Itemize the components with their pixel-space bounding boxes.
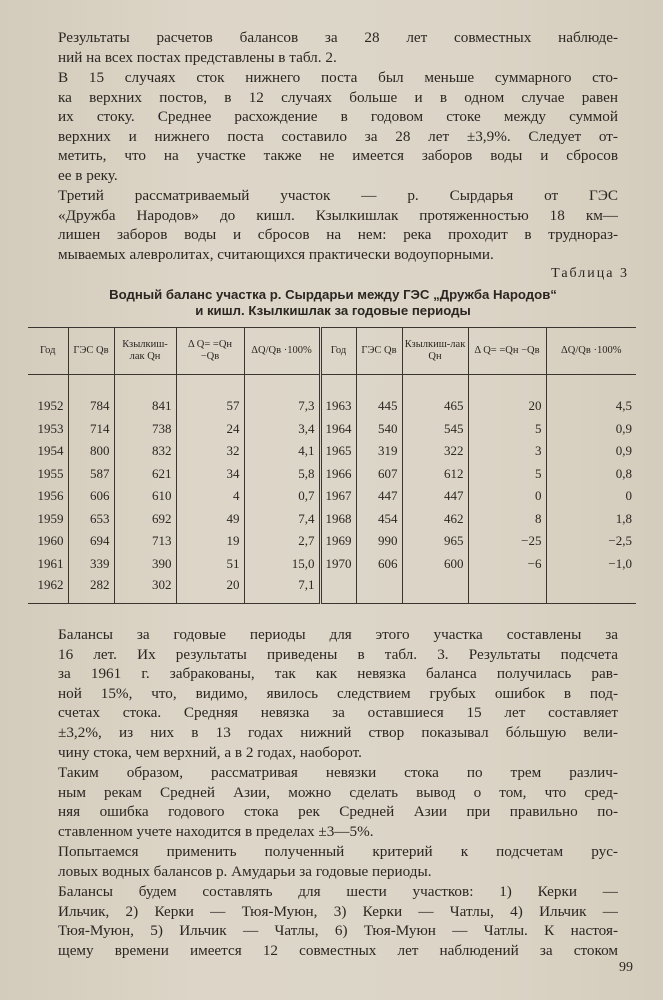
table-cell: 0,9	[546, 440, 636, 463]
text-line: Попытаемся применить полученный критерий к подсчетам рус-	[58, 843, 618, 860]
table-cell: 51	[176, 553, 244, 576]
table-cell: 965	[402, 530, 468, 553]
table-cell: 447	[402, 485, 468, 508]
table-header-row	[28, 328, 636, 375]
table-cell: 713	[114, 530, 176, 553]
table-cell: 5	[468, 418, 546, 441]
text-line: ной 15%, что, видимо, явилось следствием грубых ошибок в под-	[58, 684, 618, 702]
column-header: Δ Q= =Qн −Qв	[176, 328, 244, 375]
table-row	[28, 440, 636, 463]
column-header: Δ Q= =Qн −Qв	[468, 328, 546, 375]
table-cell: 32	[176, 440, 244, 463]
paragraph-7	[58, 882, 618, 960]
table-cell: 1965	[320, 440, 356, 463]
table-cell: 339	[68, 553, 114, 576]
table-cell: 1956	[37, 488, 64, 504]
paragraph-6	[58, 842, 618, 881]
text-line: ±3,2%, из них в 13 годах нижний створ показывал бóльшую вели-	[58, 723, 618, 741]
text-line: ка верхних постов, в 12 случаях больше и в одном случае равен	[58, 88, 618, 106]
table-cell: −1,0	[546, 553, 636, 576]
table-cell: 841	[114, 395, 176, 418]
table-cell: 1955	[37, 465, 64, 481]
table-cell: 545	[402, 418, 468, 441]
spacer-cell	[244, 375, 320, 396]
water-balance-table	[28, 327, 636, 604]
column-header: Кзылкиш-лак Qн	[114, 328, 176, 375]
spacer-cell	[320, 375, 356, 396]
table-row	[28, 418, 636, 441]
table-row	[28, 553, 636, 576]
table-cell: 5,8	[244, 463, 320, 486]
table-cell: 20	[468, 395, 546, 418]
table-cell: 1966	[320, 463, 356, 486]
table-caption	[28, 287, 638, 319]
table-cell: 694	[68, 530, 114, 553]
text-line: чину стока, чем верхний, а в 2 годах, наоборот.	[58, 743, 362, 761]
table-cell: 1963	[320, 395, 356, 418]
table-cell: 462	[402, 508, 468, 531]
table-cell: 1967	[320, 485, 356, 508]
spacer-cell	[28, 375, 68, 396]
text-line: Результаты расчетов балансов за 28 лет совместных наблюде-	[58, 29, 618, 46]
table-cell: 612	[402, 463, 468, 486]
table-row	[28, 395, 636, 418]
text-line: Балансы будем составлять для шести участков: 1) Керки —	[58, 883, 618, 900]
table-cell: 621	[114, 463, 176, 486]
table-cell: 1969	[320, 530, 356, 553]
text-line: Третий рассматриваемый участок — р. Сырдарья от ГЭС	[58, 187, 618, 204]
column-header: Кзылкиш-лак Qн	[402, 328, 468, 375]
table-cell: 1954	[37, 443, 64, 459]
table-cell: 1961	[37, 555, 64, 571]
table-cell: 738	[114, 418, 176, 441]
table-cell: 49	[176, 508, 244, 531]
table-cell: 1,8	[546, 508, 636, 531]
text-line: Ильчик, 2) Керки — Тюя-Муюн, 3) Керки — Чатлы, 4) Ильчик —	[58, 902, 618, 920]
text-line: Тюя-Муюн, 5) Ильчик — Чатлы, 6) Тюя-Муюн — Чатлы. К настоя-	[58, 922, 618, 940]
table-cell	[320, 575, 356, 604]
table-cell	[546, 575, 636, 604]
text-line: метить, что на участке также не имеется заборов воды и сбросов	[58, 147, 618, 165]
table-cell	[356, 575, 402, 604]
table-cell: 7,1	[244, 575, 320, 604]
text-line: Балансы за годовые периоды для этого участка составлены за	[58, 626, 618, 643]
text-line: няя ошибка годового стока рек Средней Азии при правильно по-	[58, 803, 618, 821]
spacer-cell	[546, 375, 636, 396]
table-cell: −25	[468, 530, 546, 553]
table-cell: 653	[68, 508, 114, 531]
table-cell: 24	[176, 418, 244, 441]
spacer-cell	[356, 375, 402, 396]
table-cell: 4,1	[244, 440, 320, 463]
table-cell: 0,9	[546, 418, 636, 441]
table-cell: 0,7	[244, 485, 320, 508]
table-cell: 465	[402, 395, 468, 418]
table-cell: 990	[356, 530, 402, 553]
paragraph-5	[58, 763, 618, 841]
table-cell: 1952	[37, 398, 64, 414]
table-cell: 600	[402, 553, 468, 576]
table-cell: −6	[468, 553, 546, 576]
table-cell: 282	[68, 575, 114, 604]
text-line: ее в реку.	[58, 166, 118, 184]
table-cell: 34	[176, 463, 244, 486]
column-header: Год	[28, 328, 68, 375]
column-header: ГЭС Qв	[68, 328, 114, 375]
table-cell: 2,7	[244, 530, 320, 553]
table-cell: 1953	[37, 420, 64, 436]
table-cell: 447	[356, 485, 402, 508]
paragraph-2	[58, 68, 618, 186]
table-cell: 832	[114, 440, 176, 463]
table-cell: 15,0	[244, 553, 320, 576]
text-line: ний на всех постах представлены в табл. 2.	[58, 48, 337, 66]
column-header: ΔQ/Qв ·100%	[244, 328, 320, 375]
text-line: счетах стока. Средняя невязка за оставшиеся 15 лет составляет	[58, 704, 618, 722]
spacer-cell	[114, 375, 176, 396]
caption-line: Водный баланс участка р. Сырдарьи между ГЭС „Дружба Народов“	[109, 287, 557, 302]
text-line: верхних и нижнего поста составило за 28 лет ±3,9%. Следует от-	[58, 127, 618, 145]
text-line: щему времени имеется 12 совместных лет наблюдений за стоком	[58, 941, 618, 959]
table-cell: 800	[68, 440, 114, 463]
table-cell: 692	[114, 508, 176, 531]
table-body	[28, 375, 636, 604]
table-cell: 4	[176, 485, 244, 508]
text-line: их стоку. Среднее расхождение в годовом стоке между суммой	[58, 108, 618, 126]
text-line: ным рекам Средней Азии, можно сделать вывод о том, что сред-	[58, 783, 618, 801]
paragraph-3	[58, 186, 618, 264]
table-cell: 57	[176, 395, 244, 418]
table-cell: 606	[68, 485, 114, 508]
table-cell: 587	[68, 463, 114, 486]
table-row	[28, 485, 636, 508]
table-cell: 714	[68, 418, 114, 441]
spacer-cell	[68, 375, 114, 396]
paragraph-4	[58, 625, 618, 762]
table-cell: 607	[356, 463, 402, 486]
table-cell: 8	[468, 508, 546, 531]
table-cell: 1960	[37, 533, 64, 549]
table-row	[28, 463, 636, 486]
table-cell: 445	[356, 395, 402, 418]
table-cell: 610	[114, 485, 176, 508]
table-cell: 1962	[28, 575, 68, 604]
table-row	[28, 508, 636, 531]
text-line: 16 лет. Их результаты приведены в табл. 3. Результаты подсчета	[58, 645, 618, 663]
page-number: 99	[619, 960, 633, 975]
table-cell: 606	[356, 553, 402, 576]
text-line: Таким образом, рассматривая невязки стока по трем различ-	[58, 764, 618, 781]
column-header: Год	[320, 328, 356, 375]
table-cell: 4,5	[546, 395, 636, 418]
table-cell: 0	[468, 485, 546, 508]
text-line: за 1961 г. забракованы, так как невязка баланса получилась рав-	[58, 665, 618, 683]
text-line: лишен заборов воды и сбросов на нем: река проходит в труднораз-	[58, 226, 618, 244]
table-cell: 784	[68, 395, 114, 418]
table-cell	[468, 575, 546, 604]
table-cell: 7,3	[244, 395, 320, 418]
table-cell: 7,4	[244, 508, 320, 531]
text-line: ловых водных балансов р. Амударьи за годовые периоды.	[58, 862, 432, 880]
table-cell: 1970	[320, 553, 356, 576]
table-cell: 5	[468, 463, 546, 486]
table-cell: 0,8	[546, 463, 636, 486]
column-header: ΔQ/Qв ·100%	[546, 328, 636, 375]
table-row	[28, 575, 636, 604]
table-cell: 454	[356, 508, 402, 531]
spacer-cell	[402, 375, 468, 396]
table-cell: 322	[402, 440, 468, 463]
table-cell: 3,4	[244, 418, 320, 441]
text-line: мываемых алевролитах, считающихся практически водоупорными.	[58, 245, 494, 263]
table-cell: 0	[546, 485, 636, 508]
table-cell: 1964	[320, 418, 356, 441]
text-line: В 15 случаях сток нижнего поста был меньше суммарного сто-	[58, 69, 618, 86]
table-row	[28, 530, 636, 553]
table-cell: 390	[114, 553, 176, 576]
table-cell	[402, 575, 468, 604]
table-cell: 302	[114, 575, 176, 604]
table-cell: 1968	[320, 508, 356, 531]
text-line: «Дружба Народов» до кишл. Кзылкишлак протяженностью 18 км—	[58, 206, 618, 224]
spacer-cell	[468, 375, 546, 396]
table-cell: 20	[176, 575, 244, 604]
table-cell: 19	[176, 530, 244, 553]
table-number: Таблица 3	[551, 266, 629, 281]
table-cell: 3	[468, 440, 546, 463]
spacer-cell	[176, 375, 244, 396]
paragraph-1	[58, 28, 618, 67]
table-cell: 540	[356, 418, 402, 441]
table-spacer-row	[28, 375, 636, 396]
table-cell: −2,5	[546, 530, 636, 553]
table-cell: 1959	[37, 510, 64, 526]
table-cell: 319	[356, 440, 402, 463]
caption-line: и кишл. Кзылкишлак за годовые периоды	[195, 303, 471, 318]
column-header: ГЭС Qв	[356, 328, 402, 375]
text-line: ставленном учете находится в пределах ±3—5%.	[58, 822, 374, 840]
